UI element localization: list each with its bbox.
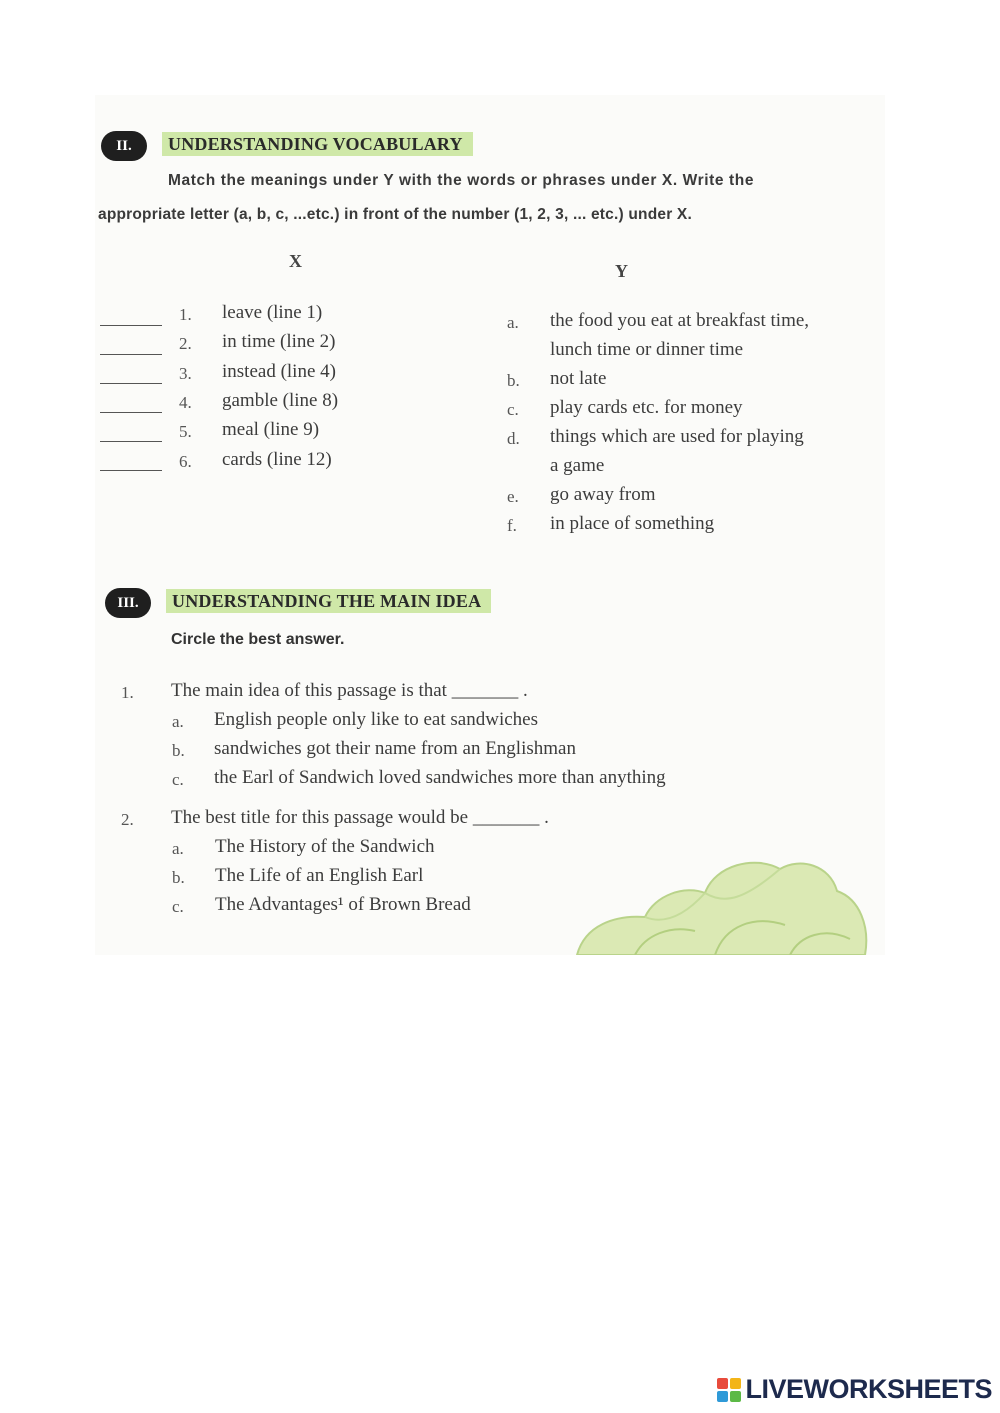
x-item-text: in time (line 2) (222, 331, 336, 352)
y-item-text-cont: a game (550, 455, 605, 476)
section-3-badge: III. (105, 588, 151, 618)
y-item-text: in place of something (550, 513, 715, 534)
x-item-number: 4. (179, 393, 192, 412)
question-text: The best title for this passage would be _______ . (171, 807, 549, 828)
x-item-text: leave (line 1) (222, 302, 323, 323)
x-item-number: 2. (179, 334, 192, 353)
option-text[interactable]: The Advantages¹ of Brown Bread (215, 894, 471, 915)
instruction-line-1: Match the meanings under Y with the words or phrases under X. Write the (168, 172, 755, 189)
y-item-text: go away from (550, 484, 656, 505)
option-letter: b. (172, 741, 185, 760)
column-x-heading: X (289, 251, 302, 271)
x-item-text: gamble (line 8) (222, 390, 339, 411)
y-item-letter: a. (507, 313, 519, 332)
liveworksheets-logo (717, 1374, 992, 1405)
y-item-text-cont: lunch time or dinner time (550, 339, 744, 360)
option-letter: c. (172, 897, 184, 916)
x-item-number: 3. (179, 364, 192, 383)
answer-blank-5[interactable] (100, 441, 162, 442)
logo-square (717, 1391, 728, 1402)
logo-square (730, 1378, 741, 1389)
option-text[interactable]: The Life of an English Earl (215, 865, 424, 886)
question-number: 2. (121, 810, 134, 829)
logo-mark-icon (717, 1378, 741, 1402)
x-item-text: instead (line 4) (222, 361, 336, 382)
answer-blank-6[interactable] (100, 470, 162, 471)
y-item-text: the food you eat at breakfast time, (550, 310, 810, 331)
y-item-letter: c. (507, 400, 519, 419)
answer-blank-3[interactable] (100, 383, 162, 384)
y-item-text: things which are used for playing (550, 426, 804, 447)
option-letter: c. (172, 770, 184, 789)
instruction-line-2: appropriate letter (a, b, c, ...etc.) in front of the number (1, 2, 3, ... etc.) under X. (98, 206, 692, 223)
question-text: The main idea of this passage is that _______ . (171, 680, 528, 701)
logo-text: LIVEWORKSHEETS (745, 1374, 992, 1404)
option-text[interactable]: The History of the Sandwich (215, 836, 435, 857)
logo-square (730, 1391, 741, 1402)
option-text[interactable]: the Earl of Sandwich loved sandwiches more than anything (214, 767, 666, 788)
option-text[interactable]: English people only like to eat sandwiches (214, 709, 538, 730)
option-letter: b. (172, 868, 185, 887)
y-item-letter: e. (507, 487, 519, 506)
option-text[interactable]: sandwiches got their name from an Englishman (214, 738, 576, 759)
lettuce-illustration (575, 855, 870, 955)
option-letter: a. (172, 712, 184, 731)
x-item-number: 5. (179, 422, 192, 441)
logo-square (717, 1378, 728, 1389)
y-item-letter: f. (507, 516, 517, 535)
x-item-number: 1. (179, 305, 192, 324)
answer-blank-1[interactable] (100, 325, 162, 326)
y-item-letter: d. (507, 429, 520, 448)
section-2-badge: II. (101, 131, 147, 161)
circle-instruction: Circle the best answer. (171, 631, 345, 648)
section-3-title: UNDERSTANDING THE MAIN IDEA (166, 589, 491, 613)
answer-blank-2[interactable] (100, 354, 162, 355)
x-item-number: 6. (179, 452, 192, 471)
x-item-text: meal (line 9) (222, 419, 320, 440)
y-item-text: not late (550, 368, 607, 389)
option-letter: a. (172, 839, 184, 858)
y-item-letter: b. (507, 371, 520, 390)
question-number: 1. (121, 683, 134, 702)
answer-blank-4[interactable] (100, 412, 162, 413)
section-2-title: UNDERSTANDING VOCABULARY (162, 132, 473, 156)
x-item-text: cards (line 12) (222, 449, 332, 470)
y-item-text: play cards etc. for money (550, 397, 743, 418)
column-y-heading: Y (615, 261, 628, 281)
